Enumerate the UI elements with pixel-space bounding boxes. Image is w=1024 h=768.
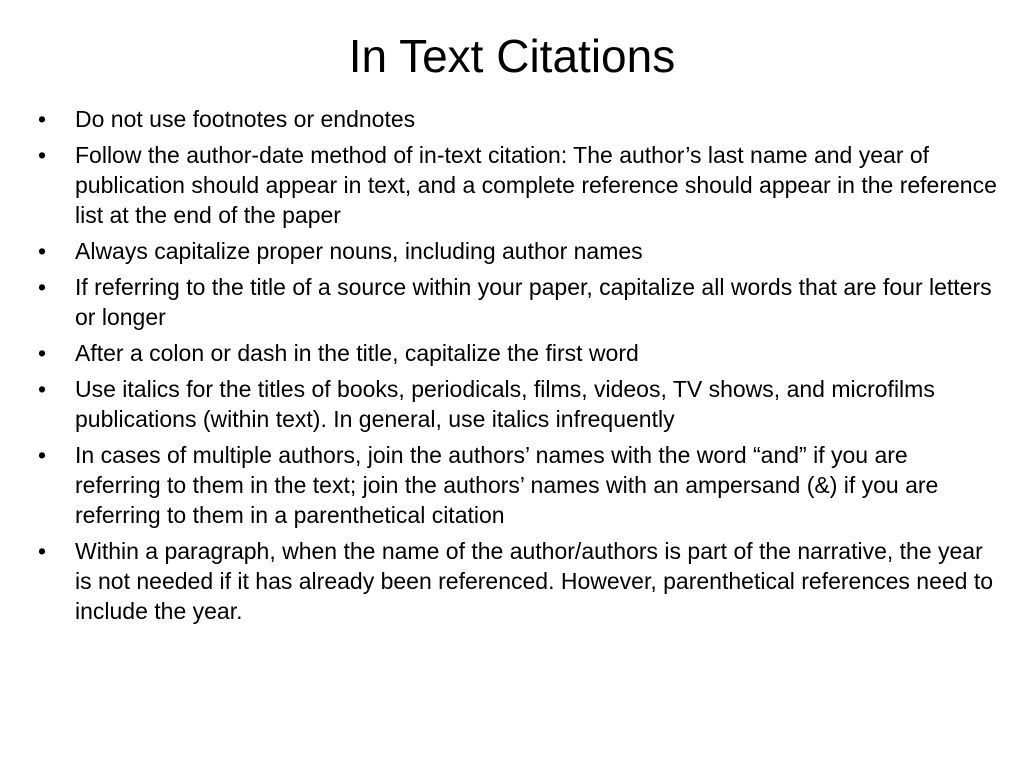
list-item [38,536,998,626]
list-item [38,140,998,230]
slide-title: In Text Citations [348,30,676,82]
list-item [38,338,998,368]
bullet-text: Within a paragraph, when the name of the author/authors is part of the narrative, the year is not needed if it has already been referenced. However, parenthetical references need to include the year. [75,538,994,624]
bullet-icon: • [38,274,47,300]
list-item [38,440,998,530]
list-item [38,104,998,134]
bullet-text: Always capitalize proper nouns, including author names [75,238,643,264]
bullet-icon: • [38,376,47,402]
bullet-icon: • [38,538,47,564]
bullet-icon: • [38,340,47,366]
list-item [38,236,998,266]
bullet-icon: • [38,238,47,264]
bullet-icon: • [38,442,47,468]
bullet-text: If referring to the title of a source within your paper, capitalize all words that are four letters or longer [75,274,992,330]
bullet-list [38,104,998,632]
bullet-text: After a colon or dash in the title, capitalize the first word [75,340,639,366]
bullet-icon: • [38,142,47,168]
bullet-text: Follow the author-date method of in-text citation: The author’s last name and year of publication should appear in text, and a complete reference should appear in the reference list at the end of the paper [75,142,997,228]
list-item [38,272,998,332]
bullet-text: In cases of multiple authors, join the authors’ names with the word “and” if you are referring to them in the text; join the authors’ names with an ampersand (&) if you are referring to them in a parenthetical citation [75,442,939,528]
bullet-text: Use italics for the titles of books, periodicals, films, videos, TV shows, and microfilms publications (within text). In general, use italics infrequently [75,376,935,432]
list-item [38,374,998,434]
bullet-text: Do not use footnotes or endnotes [75,106,416,132]
bullet-icon: • [38,106,47,132]
